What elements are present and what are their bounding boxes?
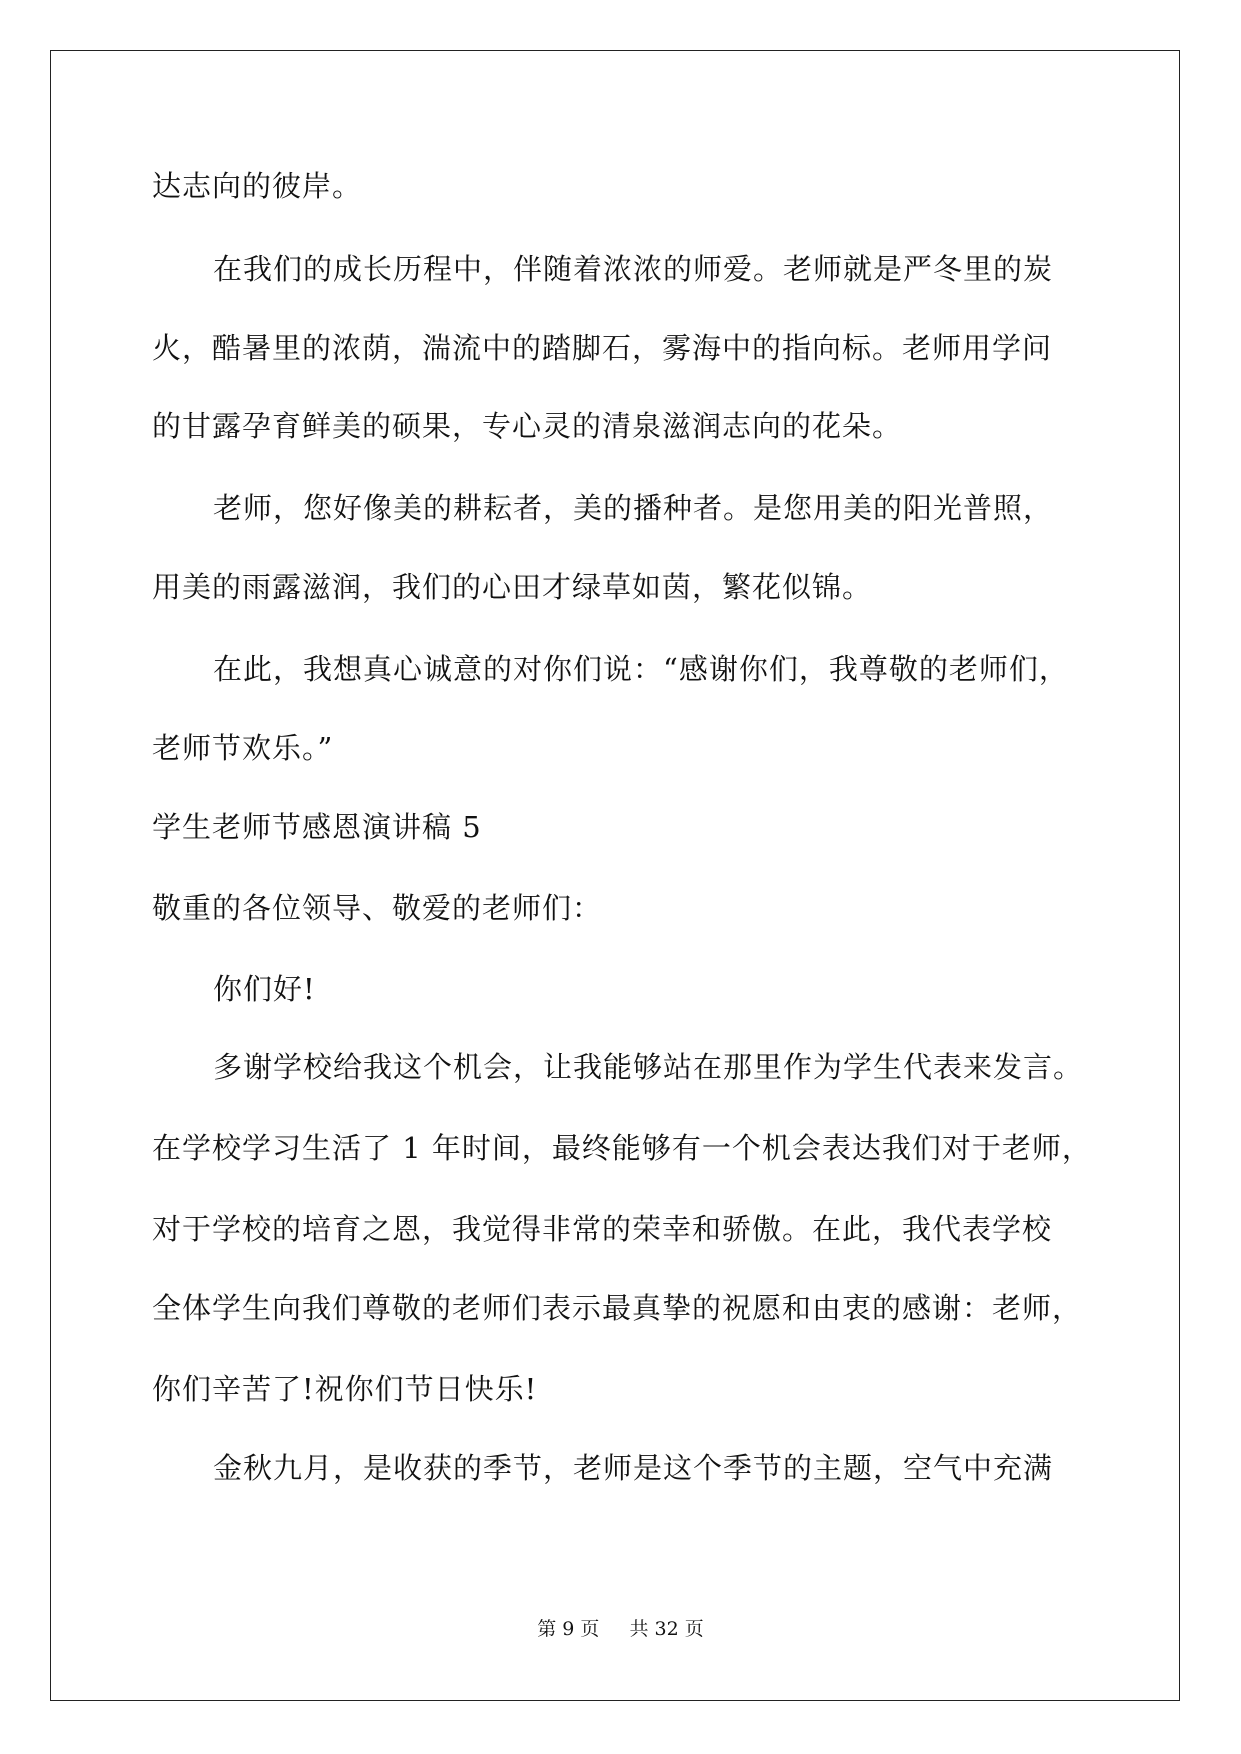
- text-line: 用美的雨露滋润，我们的心田才绿草如茵，繁花似锦。: [152, 570, 873, 604]
- greeting: 你们好!: [213, 972, 316, 1006]
- paragraph-line: 老师，您好像美的耕耘者，美的播种者。是您用美的阳光普照，: [213, 491, 1054, 525]
- page-total: 共 32 页: [629, 1618, 704, 1640]
- text-line: 的甘露孕育鲜美的硕果，专心灵的清泉滋润志向的花朵。: [152, 409, 903, 443]
- paragraph-line: 多谢学校给我这个机会，让我能够站在那里作为学生代表来发言。: [213, 1050, 1084, 1084]
- text-line: 全体学生向我们尊敬的老师们表示最真挚的祝愿和由衷的感谢：老师，: [152, 1291, 1083, 1325]
- text-line: 老师节欢乐。”: [152, 731, 334, 765]
- salutation: 敬重的各位领导、敬爱的老师们：: [152, 891, 603, 925]
- text-line: 在学校学习生活了 1 年时间，最终能够有一个机会表达我们对于老师，: [152, 1131, 1092, 1165]
- text-line: 对于学校的培育之恩，我觉得非常的荣幸和骄傲。在此，我代表学校: [152, 1212, 1053, 1246]
- paragraph-line: 在此，我想真心诚意的对你们说：“感谢你们，我尊敬的老师们，: [213, 652, 1069, 686]
- page-number: 第 9 页: [537, 1618, 600, 1640]
- page-footer: [0, 1617, 1241, 1641]
- section-heading: 学生老师节感恩演讲稿 5: [152, 810, 482, 844]
- text-line: 达志向的彼岸。: [152, 169, 363, 203]
- text-line: 你们辛苦了!祝你们节日快乐!: [152, 1372, 538, 1406]
- paragraph-line: 在我们的成长历程中，伴随着浓浓的师爱。老师就是严冬里的炭: [213, 252, 1054, 286]
- text-line: 火，酷暑里的浓荫，湍流中的踏脚石，雾海中的指向标。老师用学问: [152, 331, 1053, 365]
- paragraph-line: 金秋九月，是收获的季节，老师是这个季节的主题，空气中充满: [213, 1451, 1054, 1485]
